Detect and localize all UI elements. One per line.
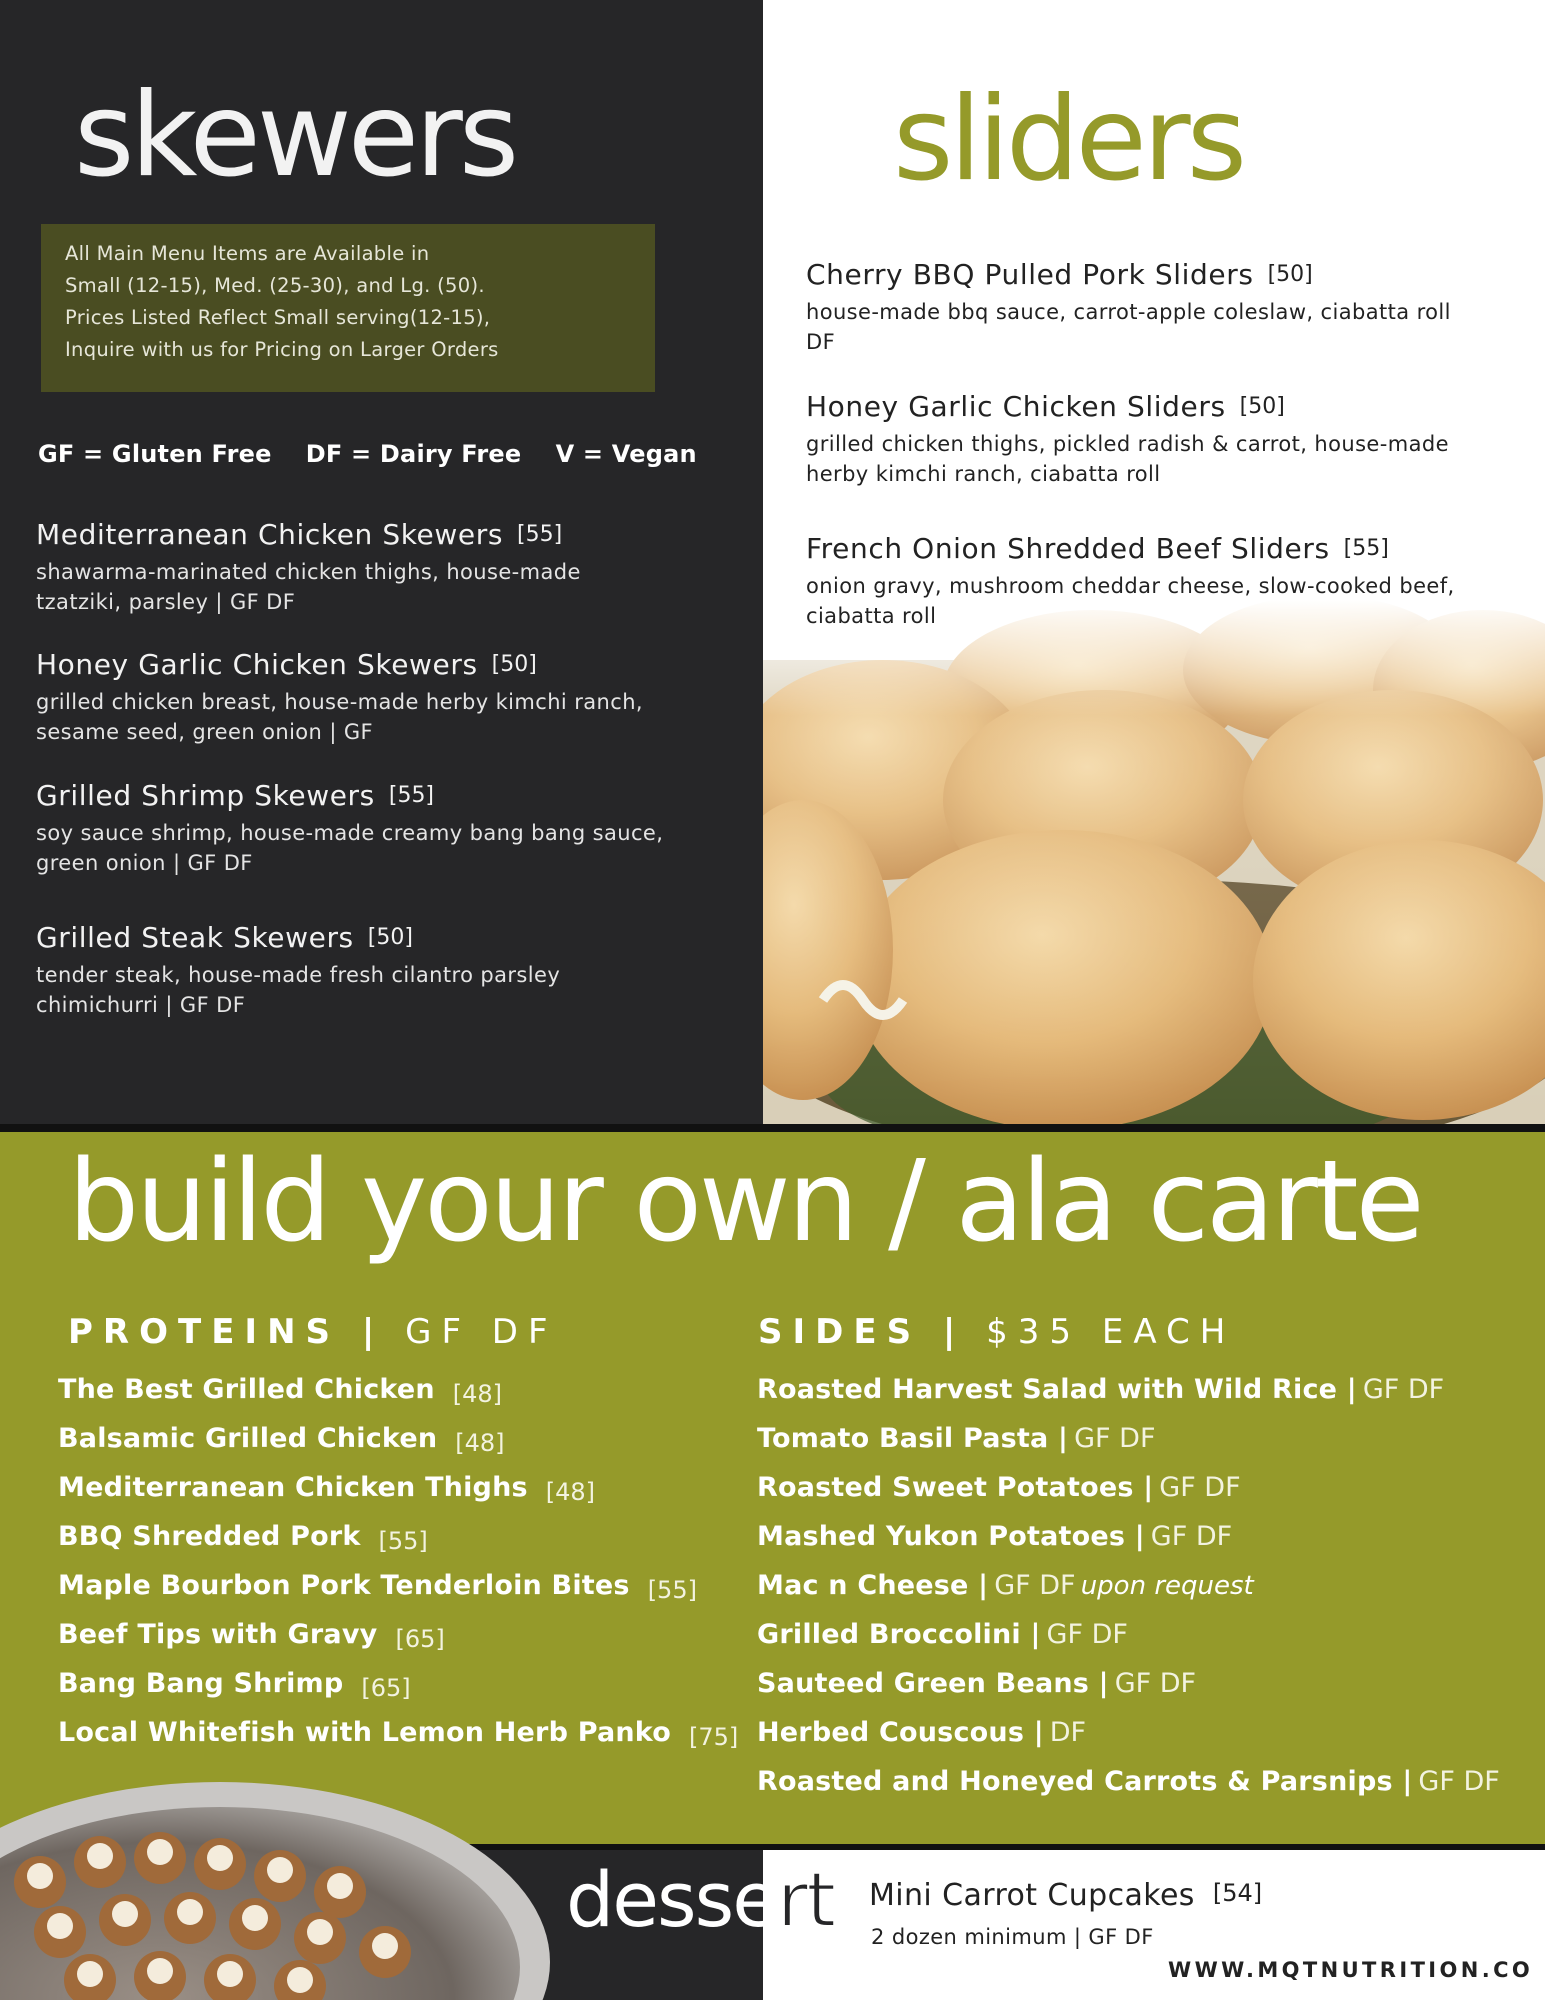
proteins-header-label: PROTEINS | <box>68 1312 385 1352</box>
protein-name: Bang Bang Shrimp <box>58 1668 344 1699</box>
side-tags: GF DF <box>1362 1374 1445 1405</box>
side-name: Roasted Sweet Potatoes | <box>757 1472 1154 1503</box>
notice-line: Inquire with us for Pricing on Larger Orders <box>65 338 499 361</box>
dessert-price: [54] <box>1212 1879 1263 1907</box>
side-note: upon request <box>1080 1571 1254 1601</box>
sides-header-label: SIDES | <box>758 1312 966 1352</box>
side-item <box>757 1570 1254 1601</box>
side-item <box>757 1423 1155 1454</box>
skewer-item-honey-garlic-chicken <box>36 648 643 747</box>
item-description <box>36 687 643 747</box>
sliders-title: sliders <box>893 72 1244 207</box>
protein-item <box>58 1423 505 1457</box>
side-name: Sauteed Green Beans | <box>757 1668 1109 1699</box>
item-price: [55] <box>388 783 435 808</box>
item-description <box>806 571 1455 631</box>
notice-line: Small (12-15), Med. (25-30), and Lg. (50). <box>65 274 485 297</box>
side-tags: GF DF <box>1046 1619 1128 1650</box>
protein-name: Beef Tips with Gravy <box>58 1619 378 1650</box>
protein-price: [48] <box>452 1380 503 1408</box>
item-price: [55] <box>1343 536 1389 561</box>
protein-name: The Best Grilled Chicken <box>58 1374 435 1405</box>
slider-item-cherry-bbq-pork <box>806 258 1451 357</box>
side-item <box>757 1472 1241 1503</box>
dessert-item-carrot-cupcakes <box>869 1878 1262 1949</box>
side-tags: GF DF <box>994 1570 1076 1601</box>
dessert-description: 2 dozen minimum | GF DF <box>871 1925 1154 1949</box>
side-item <box>757 1766 1500 1797</box>
item-price: [50] <box>1239 394 1285 419</box>
side-name: Tomato Basil Pasta | <box>757 1423 1069 1454</box>
side-name: Roasted Harvest Salad with Wild Rice | <box>757 1374 1357 1405</box>
notice-line: All Main Menu Items are Available in <box>65 242 430 265</box>
side-item <box>757 1619 1128 1650</box>
item-description <box>36 960 560 1020</box>
protein-item <box>58 1472 596 1506</box>
side-item <box>757 1717 1086 1748</box>
slider-buns-photo <box>763 600 1545 1124</box>
item-name: Grilled Shrimp Skewers <box>36 779 375 812</box>
dessert-title-tail: rt <box>776 1855 834 1944</box>
protein-item <box>58 1374 503 1408</box>
protein-price: [55] <box>378 1527 428 1555</box>
item-description <box>806 429 1449 489</box>
protein-item <box>58 1619 445 1653</box>
serving-size-notice <box>41 224 655 392</box>
protein-price: [65] <box>361 1674 411 1702</box>
section-divider <box>0 1124 1545 1132</box>
side-tags: GF DF <box>1159 1472 1241 1503</box>
item-description <box>36 557 581 617</box>
item-description-line: soy sauce shrimp, house-made creamy bang bang sauce, <box>36 821 664 845</box>
sides-header <box>758 1312 1235 1352</box>
item-description-line: herby kimchi ranch, ciabatta roll <box>806 462 1161 486</box>
item-description-line: shawarma-marinated chicken thighs, house-made <box>36 560 581 584</box>
item-price: [50] <box>367 925 413 950</box>
item-description-line: DF <box>806 330 836 354</box>
side-item <box>757 1521 1232 1552</box>
item-name: French Onion Shredded Beef Sliders <box>806 532 1330 565</box>
item-description <box>36 818 663 878</box>
item-name: Honey Garlic Chicken Skewers <box>36 648 478 681</box>
skewers-title: skewers <box>74 68 516 203</box>
side-name: Roasted and Honeyed Carrots & Parsnips | <box>757 1766 1413 1797</box>
dessert-name: Mini Carrot Cupcakes <box>869 1878 1195 1913</box>
side-item <box>757 1668 1196 1699</box>
protein-price: [75] <box>689 1723 739 1751</box>
item-description-line: green onion | GF DF <box>36 851 253 875</box>
side-tags: GF DF <box>1114 1668 1197 1699</box>
item-description-line: tzatziki, parsley | GF DF <box>36 590 296 614</box>
item-description-line: house-made bbq sauce, carrot-apple coleslaw, ciabatta roll <box>806 300 1451 324</box>
protein-item <box>58 1521 428 1555</box>
protein-price: [55] <box>647 1576 697 1604</box>
notice-line: Prices Listed Reflect Small serving(12-15), <box>65 306 491 329</box>
side-tags: DF <box>1049 1717 1087 1748</box>
protein-price: [65] <box>395 1625 445 1653</box>
item-price: [55] <box>517 522 563 547</box>
protein-name: BBQ Shredded Pork <box>58 1521 361 1552</box>
side-item <box>757 1374 1444 1405</box>
item-price: [50] <box>1267 262 1313 287</box>
protein-item <box>58 1717 739 1751</box>
item-description-line: grilled chicken thighs, pickled radish & carrot, house-made <box>806 432 1449 456</box>
item-description-line: grilled chicken breast, house-made herby kimchi ranch, <box>36 690 643 714</box>
protein-item <box>58 1570 697 1604</box>
proteins-header-tags: GF DF <box>405 1312 558 1352</box>
protein-price: [48] <box>455 1429 505 1457</box>
dessert-title-head: desse <box>566 1855 777 1944</box>
item-description-line: ciabatta roll <box>806 604 937 628</box>
side-tags: GF DF <box>1418 1766 1500 1797</box>
item-description-line: tender steak, house-made fresh cilantro parsley <box>36 963 561 987</box>
item-name: Mediterranean Chicken Skewers <box>36 518 504 551</box>
item-name: Honey Garlic Chicken Sliders <box>806 390 1226 423</box>
side-name: Herbed Couscous | <box>757 1717 1044 1748</box>
skewer-item-grilled-steak <box>36 921 560 1020</box>
slider-item-honey-garlic-chicken <box>806 390 1449 489</box>
protein-name: Balsamic Grilled Chicken <box>58 1423 438 1454</box>
dessert-title <box>566 1855 834 1944</box>
website-url: WWW.MQTNUTRITION.CO <box>1168 1958 1534 1982</box>
skewer-item-grilled-shrimp <box>36 779 663 878</box>
protein-name: Local Whitefish with Lemon Herb Panko <box>58 1717 671 1748</box>
item-description-line: chimichurri | GF DF <box>36 993 246 1017</box>
carrot-cupcakes-photo <box>0 1772 560 2000</box>
protein-name: Mediterranean Chicken Thighs <box>58 1472 528 1503</box>
protein-name: Maple Bourbon Pork Tenderloin Bites <box>58 1570 630 1601</box>
protein-price: [48] <box>545 1478 596 1506</box>
side-name: Mac n Cheese | <box>757 1570 989 1601</box>
item-name: Cherry BBQ Pulled Pork Sliders <box>806 258 1254 291</box>
item-description-line: onion gravy, mushroom cheddar cheese, slow-cooked beef, <box>806 574 1455 598</box>
side-name: Mashed Yukon Potatoes | <box>757 1521 1145 1552</box>
sides-header-price: $35 EACH <box>986 1312 1236 1352</box>
skewer-item-mediterranean-chicken <box>36 518 581 617</box>
item-price: [50] <box>491 652 537 677</box>
protein-item <box>58 1668 411 1702</box>
build-your-own-title: build your own / ala carte <box>68 1137 1422 1267</box>
side-tags: GF DF <box>1150 1521 1233 1552</box>
item-name: Grilled Steak Skewers <box>36 921 354 954</box>
side-name: Grilled Broccolini | <box>757 1619 1041 1650</box>
item-description <box>806 297 1451 357</box>
dietary-legend: GF = Gluten Free DF = Dairy Free V = Vegan <box>38 440 697 468</box>
slider-item-french-onion-beef <box>806 532 1455 631</box>
item-description-line: sesame seed, green onion | GF <box>36 720 374 744</box>
proteins-header <box>68 1312 558 1352</box>
side-tags: GF DF <box>1074 1423 1156 1454</box>
